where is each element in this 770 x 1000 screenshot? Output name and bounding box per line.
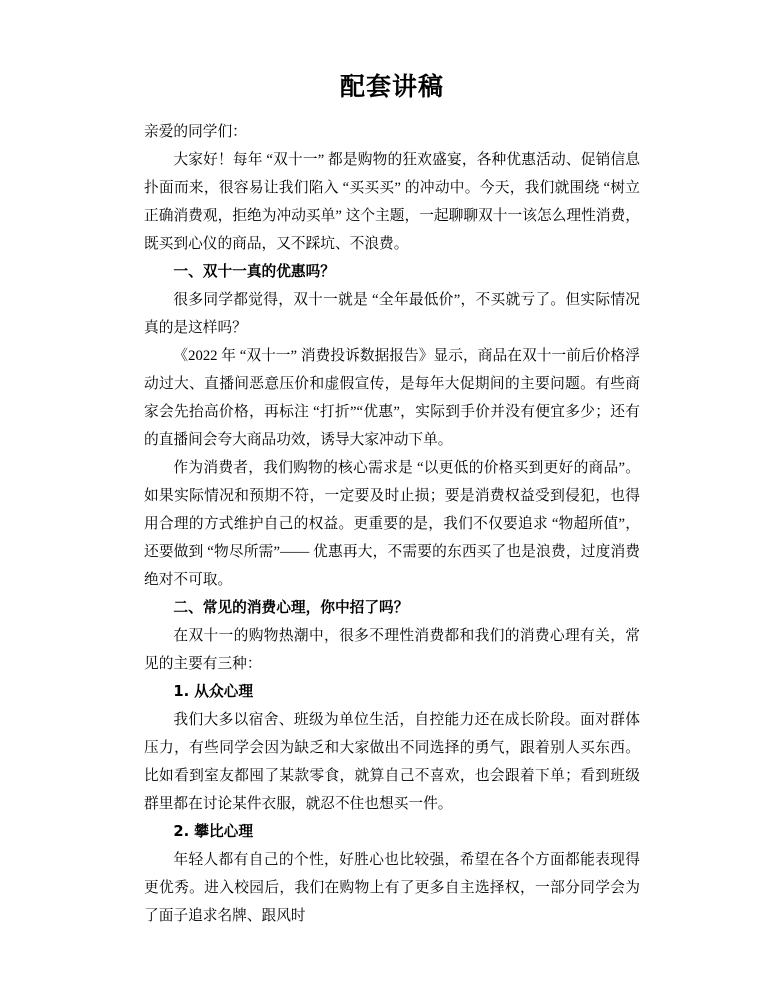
paragraph-sub2-p1: 年轻人都有自己的个性，好胜心也比较强，希望在各个方面都能表现得更优秀。进入校园后，我们在购物上有了更多自主选择权，一部分同学会为了面子追求名牌、跟风时 xyxy=(144,852,640,924)
subsection-heading-1: 1. 从众心理 xyxy=(173,683,254,700)
paragraph-s1-p2: 《2022 年 “双十一” 消费投诉数据报告》显示，商品在双十一前后价格浮动过大、直播间恶意压价和虚假宣传，是每年大促期间的主要问题。有些商家会先抬高价格，再标注 “打折”“优惠”，实际到手价并没有便宜多少；还有的直播间会夸大商品功效，诱导大家冲动下单。 xyxy=(144,348,640,448)
section-heading-1: 一、双十一真的优惠吗？ xyxy=(173,263,335,280)
paragraph-sub1-p1: 我们大多以宿舍、班级为单位生活，自控能力还在成长阶段。面对群体压力，有些同学会因为缺乏和大家做出不同选择的勇气，跟着别人买东西。比如看到室友都囤了某款零食，就算自己不喜欢，也会跟着下单；看到班级群里都在讨论某件衣服，就忍不住也想买一件。 xyxy=(144,712,640,812)
paragraph-s1-p3: 作为消费者，我们购物的核心需求是 “以更低的价格买到更好的商品”。如果实际情况和预期不符，一定要及时止损；要是消费权益受到侵犯，也得用合理的方式维护自己的权益。更重要的是，我们不仅要追求 “物超所值”，还要做到 “物尽所需”—— 优惠再大，不需要的东西买了也是浪费，过度消费绝对不可取。 xyxy=(144,460,640,588)
paragraph-intro: 大家好！每年 “双十一” 都是购物的狂欢盛宴，各种优惠活动、促销信息扑面而来，很容易让我们陷入 “买买买” 的冲动中。今天，我们就围绕 “树立正确消费观，拒绝为冲动买单” 这个主题，一起聊聊双十一该怎么理性消费，既买到心仪的商品，又不踩坑、不浪费。 xyxy=(144,152,640,252)
section-heading-2: 二、常见的消费心理，你中招了吗？ xyxy=(173,599,409,616)
page-title: 配套讲稿 xyxy=(339,72,444,101)
paragraph-s2-p1: 在双十一的购物热潮中，很多不理性消费都和我们的消费心理有关，常见的主要有三种： xyxy=(144,628,640,672)
salutation-line: 亲爱的同学们： xyxy=(144,124,247,140)
paragraph-s1-p1: 很多同学都觉得，双十一就是 “全年最低价”，不买就亏了。但实际情况真的是这样吗？ xyxy=(144,292,640,336)
document-content xyxy=(144,70,640,930)
subsection-heading-2: 2. 攀比心理 xyxy=(173,823,254,840)
